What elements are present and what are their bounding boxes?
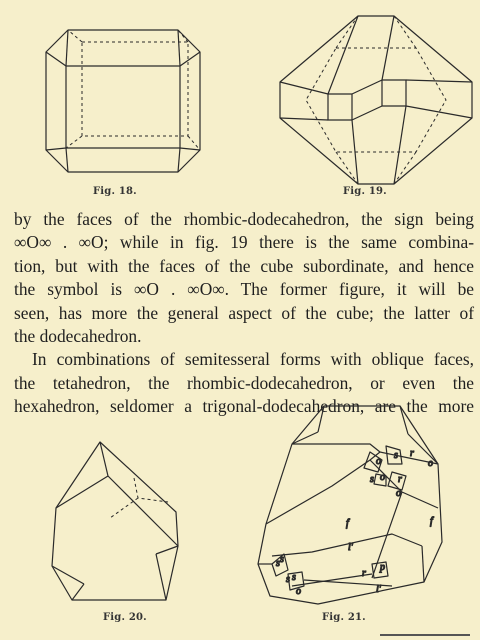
text-line: seen, has more the general aspect of the cube; the latter of (14, 302, 474, 323)
face-label: o (376, 456, 381, 467)
text-line: In combinations of semitesseral forms with oblique faces, (32, 349, 474, 370)
face-label: s (292, 572, 296, 583)
text-line: the symbol is ∞O . ∞O∞. The former figure, it will be (14, 279, 474, 300)
figure-20 (44, 436, 194, 606)
face-label: o (396, 488, 401, 499)
figure-18-caption: Fig. 18. (93, 186, 137, 197)
face-label: o (296, 586, 301, 597)
text-line: tion, but with the faces of the cube subordinate, and hence (14, 255, 474, 276)
face-label: o (380, 472, 385, 483)
face-label: r (362, 568, 366, 579)
face-label: l' (348, 542, 353, 553)
figure-21-caption: Fig. 21. (322, 612, 366, 623)
face-label: r (398, 474, 402, 485)
face-label: s (276, 558, 280, 569)
text-line: by the faces of the rhombic-dodecahedron, the sign being (14, 209, 474, 229)
text-line: the tetahedron, the rhombic-dodecahedron, or even the (14, 372, 474, 393)
face-label: r (410, 448, 414, 459)
figure-19-caption: Fig. 19. (343, 186, 387, 197)
face-label: s (394, 450, 398, 461)
cropped-next-line (380, 628, 470, 638)
face-label: s (280, 554, 284, 565)
figure-18 (38, 22, 208, 182)
text-line: ∞O∞ . ∞O; while in fig. 19 there is the same combina- (14, 232, 474, 253)
text-line: hexahedron, seldomer a trigonal-dodecahedron, are the more (14, 396, 474, 417)
face-label: p (380, 562, 385, 573)
face-label: o (428, 458, 433, 469)
face-label: s (286, 574, 290, 585)
figure-21 (252, 404, 460, 610)
figure-20-caption: Fig. 20. (103, 612, 147, 623)
figure-19 (276, 14, 476, 186)
body-text (14, 208, 474, 419)
text-line: the dodecahedron. (14, 326, 142, 347)
face-label: f (346, 518, 349, 529)
face-label: s (370, 474, 374, 485)
face-label: l' (376, 584, 381, 595)
face-label: f (430, 516, 433, 527)
